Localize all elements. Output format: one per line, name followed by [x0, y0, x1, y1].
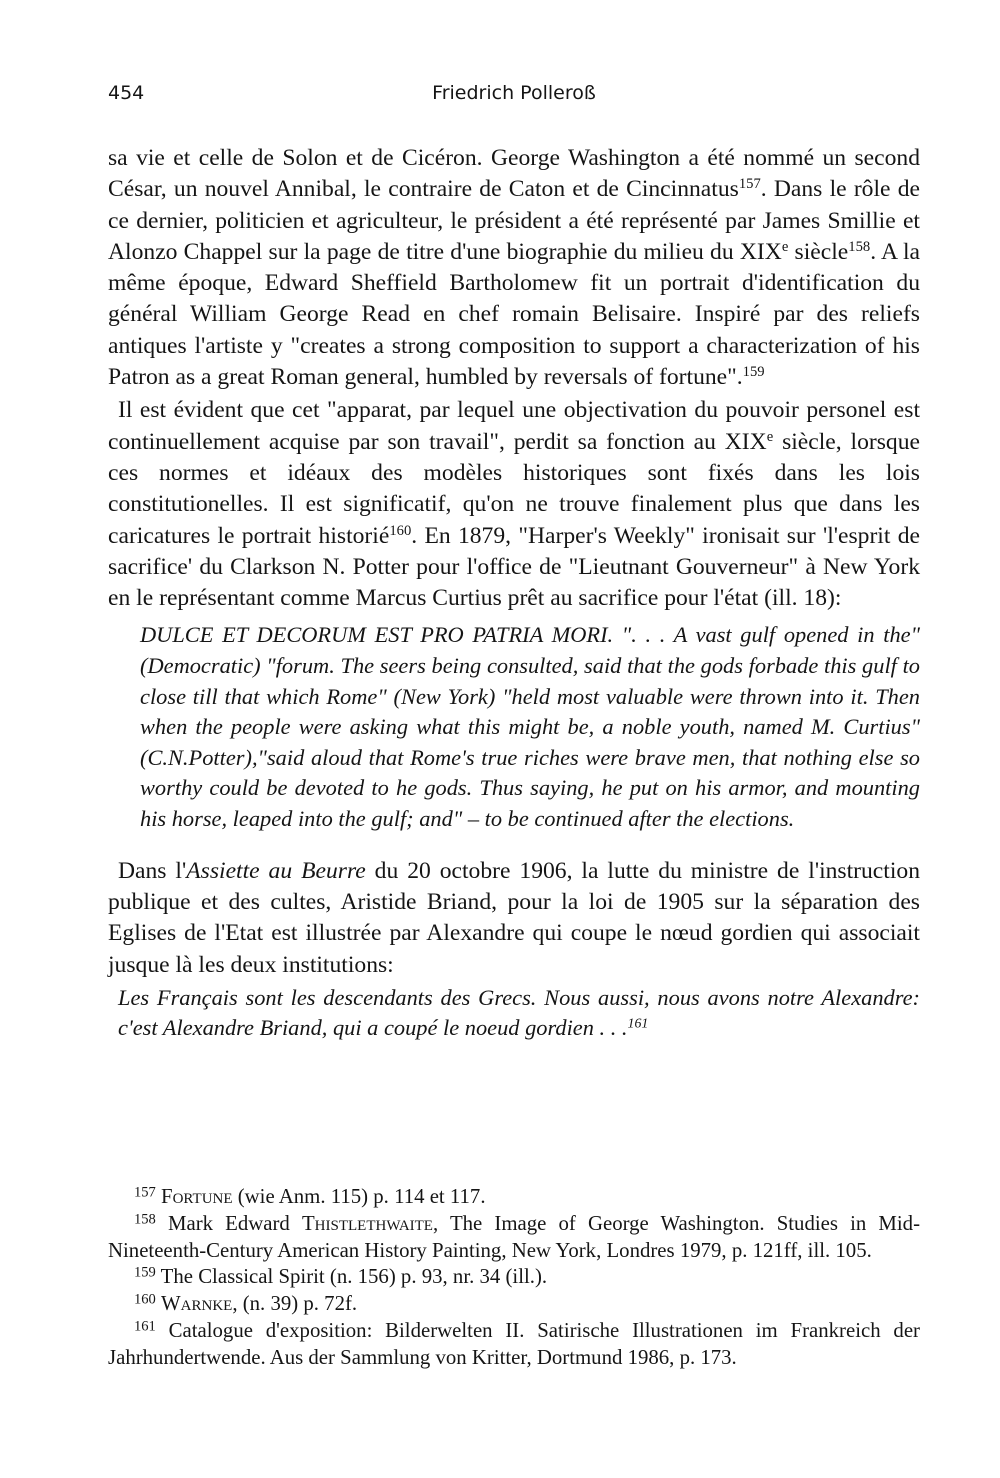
superscript-e: e: [781, 238, 789, 255]
body-text: [108, 143, 920, 1044]
footnotes: [108, 1184, 920, 1372]
page: [108, 0, 920, 1478]
note-ref-158: 158: [848, 238, 871, 255]
superscript-e: e: [766, 428, 774, 445]
running-title: Friedrich Polleroß: [432, 82, 596, 104]
block-quote-harpers-weekly: DULCE ET DECORUM EST PRO PATRIA MORI. ". . . A vast gulf opened in the" (Democratic) "forum. The seers being consulted, said that the gods forbade this gulf to close till that which Rome" (New York) "held most valuable were thrown into it. Then when the people were asking what this might be, a noble youth, named M. Curtius" (C.N.Potter),"said aloud that Rome's true riches were brave men, that nothing else so worthy could be devoted to he gods. Thus saying, he put on his armor, and mounting his horse, leaped into the gulf; and" – to be continued after the elections.: [140, 622, 920, 832]
note-ref-160: 160: [389, 522, 412, 539]
journal-title: Assiette au Beurre: [186, 857, 366, 884]
running-head: [108, 82, 920, 112]
footnote-157: $^{157}$ Fortune (wie Anm. 115) p. 114 et 117.: [134, 1184, 486, 1208]
paragraph-2: Il est évident que cet "apparat, par lequel une objectivation du pouvoir personel est continuellement acquise par son travail", perdit sa fonction au XIXe siècle, lorsque ces normes et idéaux des modèles historiques sont fixés dans les lois constitutionelles. Il est significatif, qu'on ne trouve finalement plus que dans les caricatures le portrait historié$^{160}$. En 1879, "Harper's Weekly" ironisait sur 'l'esprit de sacrifice' du Clarkson N. Potter pour l'office de "Lieutnant Gouverneur" à New York en le représentant comme Marcus Curtius prêt au sacrifice pour l'état (ill. 18):: [108, 397, 920, 612]
note-ref-161: 161: [627, 1016, 649, 1032]
note-ref-159: 159: [742, 364, 765, 381]
footnote-author: Warnke: [161, 1292, 233, 1316]
page-number: 454: [108, 82, 145, 104]
note-ref-157: 157: [738, 176, 761, 193]
footnote-author: Fortune: [161, 1185, 233, 1208]
block-quote-briand: Les Français sont les descendants des Grecs. Nous aussi, nous avons notre Alexandre: c'est Alexandre Briand, qui a coupé le noeud gordien . . .$^{161}$: [118, 984, 920, 1041]
footnote-161: $^{161}$ Catalogue d'exposition: Bilderwelten II. Satirische Illustrationen im Frankreich der Jahrhundertwende. Aus der Sammlung von Kritter, Dortmund 1986, p. 173.: [108, 1318, 920, 1369]
footnote-159: $^{159}$ The Classical Spirit (n. 156) p. 93, nr. 34 (ill.).: [134, 1264, 548, 1289]
footnote-158: $^{158}$ Mark Edward Thistlethwaite, The Image of George Washington. Studies in Mid-Nineteenth-Century American History Painting, New York, Londres 1979, p. 121ff, ill. 105.: [108, 1211, 920, 1262]
paragraph-3: Dans l'Assiette au Beurre du 20 octobre 1906, la lutte du ministre de l'instruction publique et des cultes, Aristide Briand, pour la loi de 1905 sur la séparation des Eglises de l'Etat est illustrée par Alexandre qui coupe le nœud gordien qui associait jusque là les deux institutions:: [108, 857, 920, 978]
paragraph-1: sa vie et celle de Solon et de Cicéron. George Washington a été nommé un second César, un nouvel Annibal, le contraire de Caton et de Cincinnatus$^{157}$. Dans le rôle de ce dernier, politicien et agriculteur, le président a été représenté par James Smillie et Alonzo Chappel sur la page de titre d'une biographie du milieu du XIXe siècle$^{158}$. A la même époque, Edward Sheffield Bartholomew fit un portrait d'identification du général William George Read en chef romain Belisaire. Inspiré par des reliefs antiques l'artiste y "creates a strong composition to support a characterization of his Patron as a great Roman general, humbled by reversals of fortune".$^{159}$: [108, 145, 920, 391]
footnote-160: $^{160}$ Warnke, (n. 39) p. 72f.: [134, 1291, 358, 1316]
footnote-author: Thistlethwaite: [301, 1211, 433, 1235]
